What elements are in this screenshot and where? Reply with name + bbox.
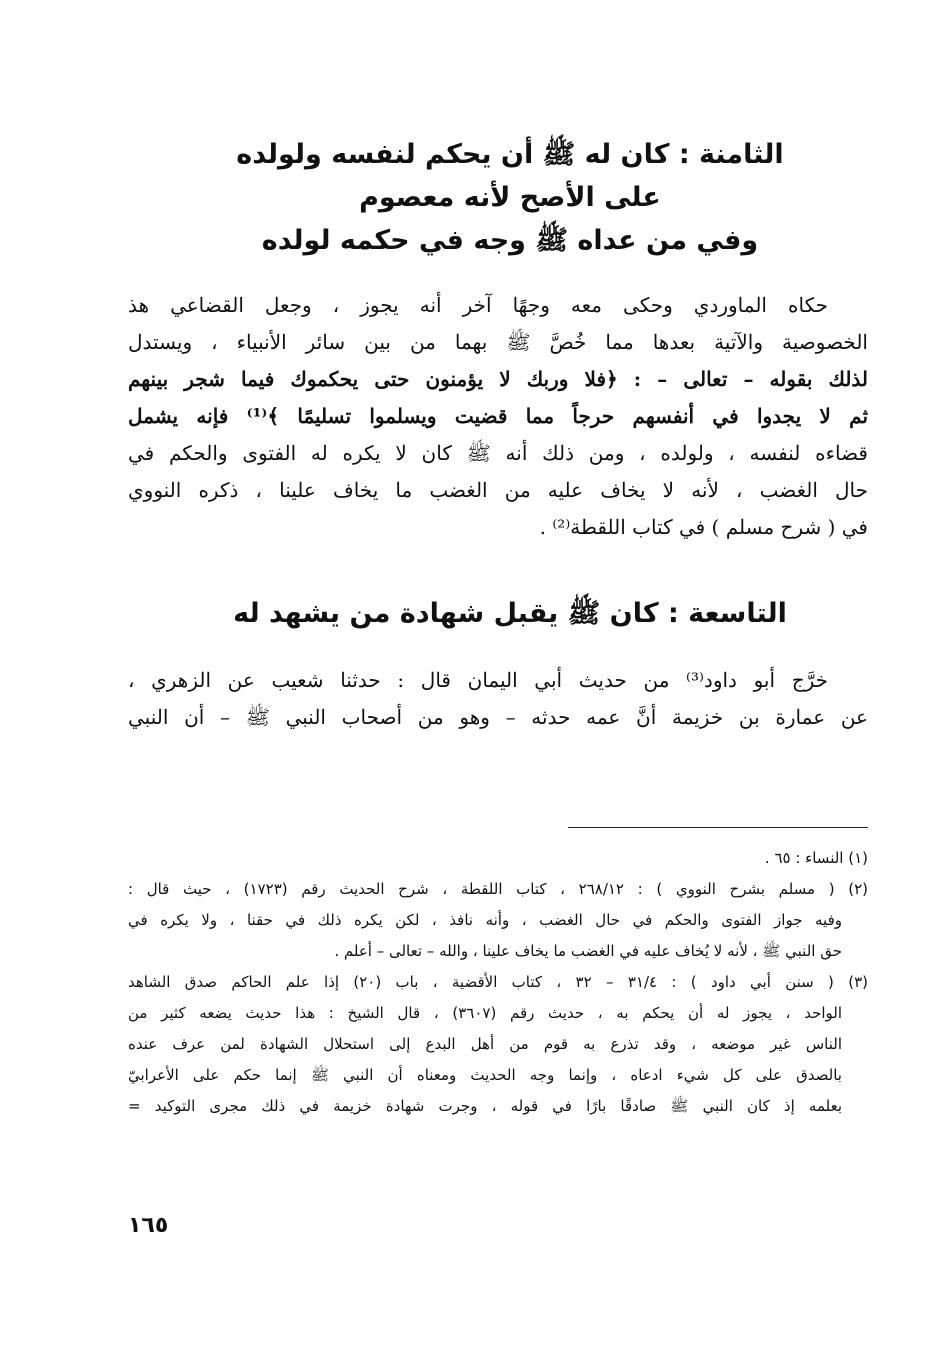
footnote-line: (٣) ( سنن أبي داود ) : ٣١/٤ – ٣٢ ، كتاب الأقضية ، باب (٢٠) إذا علم الحاكم صدق الشاهد bbox=[128, 973, 868, 991]
text-line: قضاءه لنفسه ، ولولده ، ومن ذلك أنه ﷺ كان لا يكره له الفتوى والحكم في bbox=[128, 441, 868, 465]
footnote-line: الواحد ، يجوز له أن يحكم به ، حديث رقم (٣٦٠٧) ، قال الشيخ : هذا حديث يضعه كثير من bbox=[128, 1004, 843, 1022]
paragraph-ninth bbox=[128, 662, 868, 736]
footnote-line: بالصدق على كل شيء ادعاه ، وإنما وجه الحديث ومعناه أن النبي ﷺ إنما حكم على الأعرابيّ bbox=[128, 1066, 842, 1084]
section-heading-eighth bbox=[150, 133, 870, 262]
text-line: الخصوصية والآتية بعدها مما خُصَّ ﷺ بهما من بين سائر الأنبياء ، ويستدل bbox=[128, 330, 868, 354]
heading-line: وفي من عداه ﷺ وجه في حكمه لولده bbox=[261, 225, 759, 256]
text-line: حال الغضب ، لأنه لا يخاف عليه من الغضب ما يخاف علينا ، ذكره النووي bbox=[128, 478, 868, 502]
footnote-line: الناس غير موضعه ، وقد تذرع به قوم من أهل البدع إلى استحلال الشهادة لمن عرف عنده bbox=[128, 1035, 842, 1053]
footnote-line: (٢) ( مسلم بشرح النووي ) : ٢٦٨/١٢ ، كتاب اللقطة ، شرح الحديث رقم (١٧٢٣) ، حيث قال : bbox=[128, 880, 868, 898]
paragraph-eighth bbox=[128, 287, 868, 546]
quran-verse-line: ثم لا يجدوا في أنفسهم حرجاً مما قضيت ويسلموا تسليمًا ﴾⁽¹⁾ فإنه يشمل bbox=[128, 404, 868, 428]
text-line: في ( شرح مسلم ) في كتاب اللقطة⁽²⁾ . bbox=[539, 515, 868, 539]
text-line: حكاه الماوردي وحكى معه وجهًا آخر أنه يجوز ، وجعل القضاعي هذ bbox=[128, 293, 828, 317]
heading-line: على الأصح لأنه معصوم bbox=[359, 182, 661, 213]
page-number: ١٦٥ bbox=[128, 1213, 169, 1238]
section-heading-ninth: التاسعة : كان ﷺ يقبل شهادة من يشهد له bbox=[233, 598, 787, 629]
text-line: خرَّج أبو داود⁽³⁾ من حديث أبي اليمان قال : حدثنا شعيب عن الزهري ، bbox=[128, 668, 828, 692]
footnote-line: حق النبي ﷺ ، لأنه لا يُخاف عليه في الغضب ما يخاف علينا ، والله – تعالى – أعلم . bbox=[334, 942, 842, 960]
heading-line: الثامنة : كان له ﷺ أن يحكم لنفسه ولولده bbox=[236, 139, 784, 170]
footnote-line: (١) النساء : ٦٥ . bbox=[764, 849, 868, 867]
footnote-line: وفيه جواز الفتوى والحكم في حال الغضب ، وأنه نافذ ، لكن يكره ذلك في حقنا ، ولا يكره في bbox=[128, 911, 842, 929]
quran-verse-line: لذلك بقوله – تعالى – : ﴿فلا وربك لا يؤمنون حتى يحكموك فيما شجر بينهم bbox=[128, 367, 868, 391]
footnotes bbox=[128, 843, 868, 1122]
text-line: عن عمارة بن خزيمة أنَّ عمه حدثه – وهو من أصحاب النبي ﷺ – أن النبي bbox=[128, 705, 868, 729]
footnote-line: بعلمه إذ كان النبي ﷺ صادقًا بارًا في قوله ، وجرت شهادة خزيمة في ذلك مجرى التوكيد = bbox=[128, 1097, 842, 1115]
footnote-divider bbox=[568, 827, 868, 828]
